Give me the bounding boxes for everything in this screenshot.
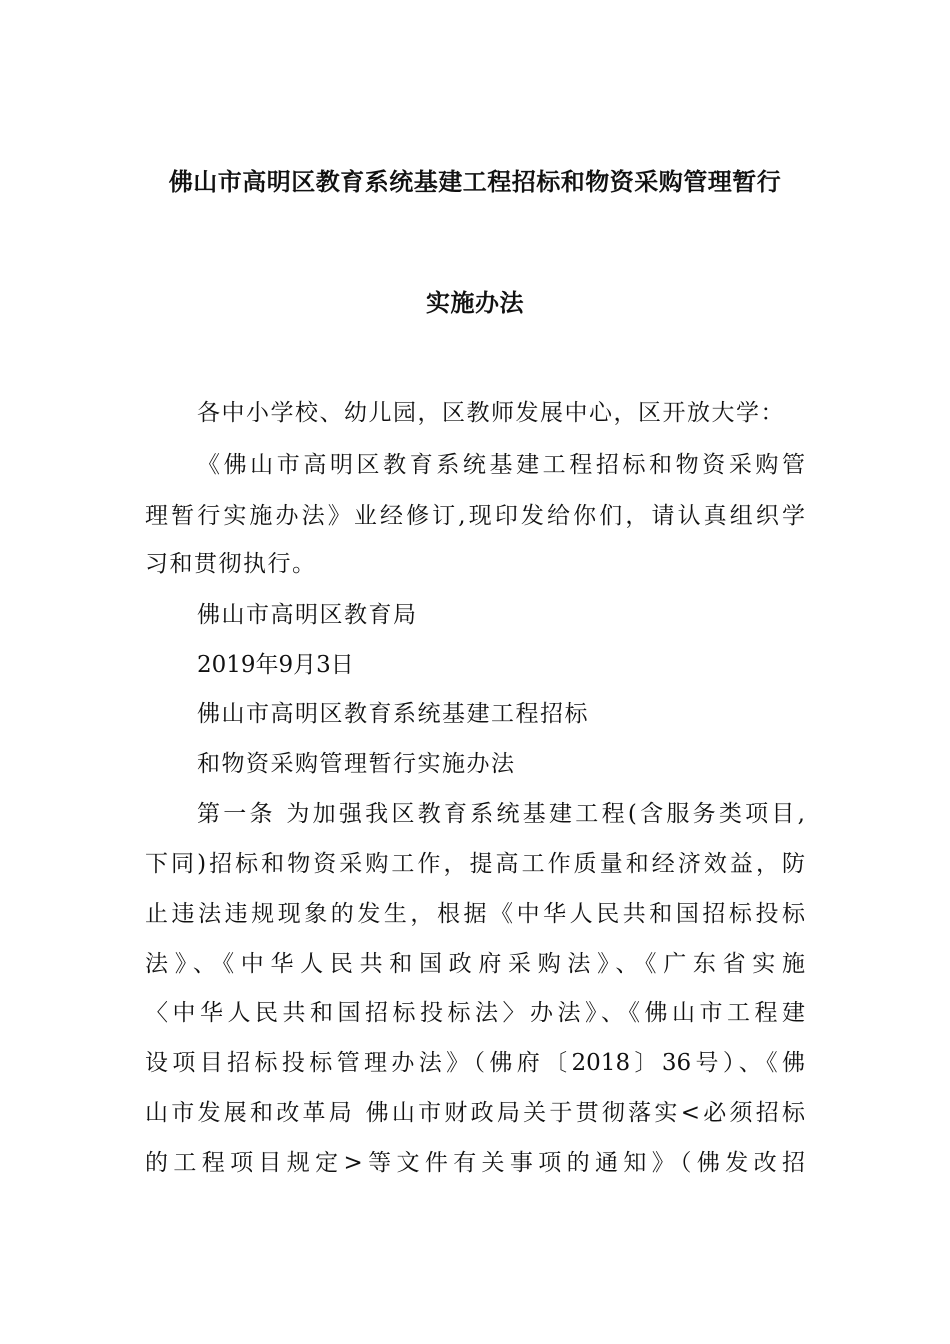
- article-line: 法》、《中华人民共和国政府采购法》、《广东省实施: [145, 951, 805, 977]
- salutation: 各中小学校、幼儿园，区教师发展中心，区开放大学：: [197, 400, 785, 426]
- article-line: 下同)招标和物资采购工作，提高工作质量和经济效益，防: [145, 851, 805, 877]
- issuer-name: 佛山市高明区教育局: [197, 602, 418, 628]
- document-title-line-2: 实施办法: [426, 289, 524, 317]
- paragraph-line: 《佛山市高明区教育系统基建工程招标和物资采购管: [197, 452, 805, 478]
- subtitle-line-2: 和物资采购管理暂行实施办法: [197, 751, 516, 777]
- document-title-line-1: 佛山市高明区教育系统基建工程招标和物资采购管理暂行: [168, 168, 782, 196]
- paragraph-line: 习和贯彻执行。: [145, 551, 317, 577]
- subtitle-line-1: 佛山市高明区教育系统基建工程招标: [197, 701, 589, 727]
- article-line: 第一条 为加强我区教育系统基建工程(含服务类项目,: [197, 801, 805, 827]
- issue-date: 2019年9月3日: [197, 652, 354, 678]
- article-line: 的工程项目规定>等文件有关事项的通知》（佛发改招: [145, 1150, 805, 1176]
- article-line: 〈中华人民共和国招标投标法〉办法》、《佛山市工程建: [145, 1000, 805, 1026]
- article-line: 山市发展和改革局 佛山市财政局关于贯彻落实<必须招标: [145, 1100, 805, 1126]
- paragraph-line: 理暂行实施办法》业经修订,现印发给你们，请认真组织学: [145, 503, 805, 529]
- article-line: 设项目招标投标管理办法》（佛府〔2018〕36号）、《佛: [145, 1050, 805, 1076]
- article-line: 止违法违规现象的发生，根据《中华人民共和国招标投标: [145, 901, 805, 927]
